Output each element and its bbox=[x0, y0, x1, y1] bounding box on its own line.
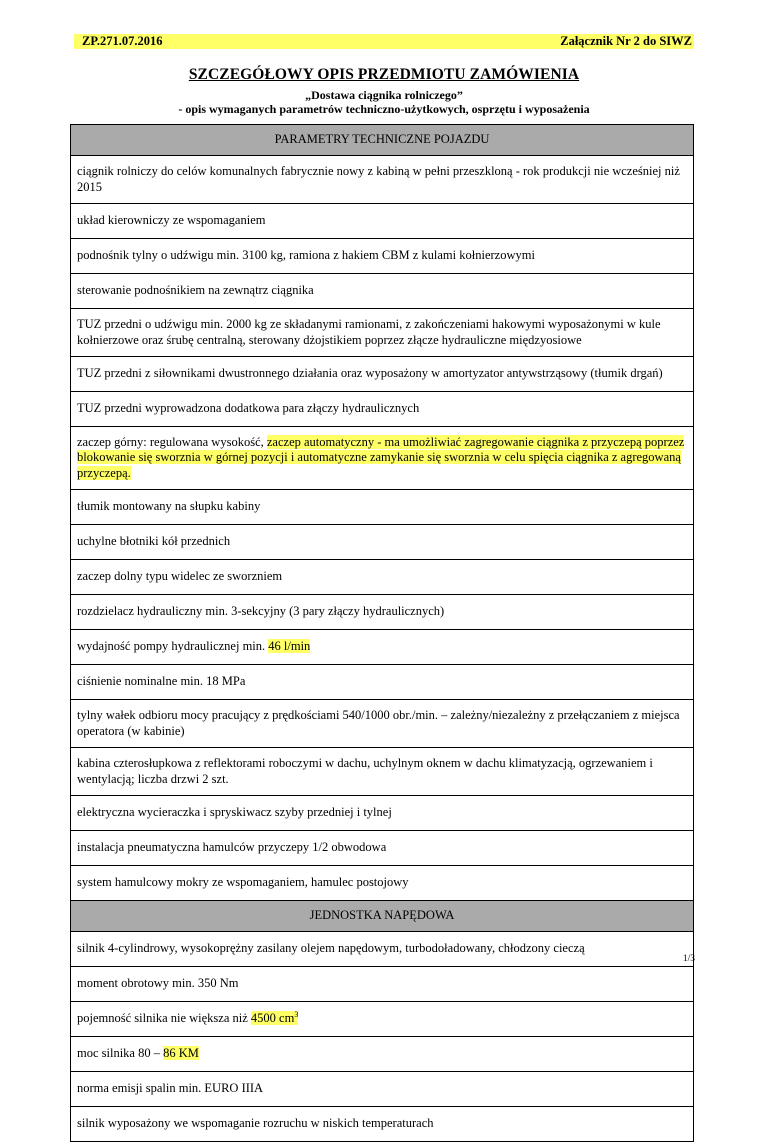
page-title: SZCZEGÓŁOWY OPIS PRZEDMIOTU ZAMÓWIENIA bbox=[188, 66, 580, 83]
highlighted-text: zaczep automatyczny - ma umożliwiać zagregowanie ciągnika z przyczepą poprzez blokowanie się sworznia w górnej pozycji i automatyczne zamykanie się sworznia w celu spięcia ciągnika z agregowaną przyczepą. bbox=[77, 434, 685, 480]
spec-cell bbox=[71, 1037, 694, 1072]
spec-cell bbox=[71, 427, 694, 490]
table-row bbox=[71, 796, 694, 831]
table-row bbox=[71, 630, 694, 665]
spec-text: zaczep górny: regulowana wysokość, bbox=[77, 434, 267, 449]
spec-text: pojemność silnika nie większa niż bbox=[77, 1011, 251, 1026]
spec-cell: norma emisji spalin min. EURO IIIA bbox=[71, 1072, 694, 1107]
spec-cell: kabina czterosłupkowa z reflektorami roboczymi w dachu, uchylnym oknem w dachu klimatyzacją, ogrzewaniem i wentylacją; liczba drzwi 2 szt. bbox=[71, 748, 694, 796]
spec-cell: zaczep dolny typu widelec ze sworzniem bbox=[71, 560, 694, 595]
table-row bbox=[71, 1107, 694, 1142]
spec-cell: tłumik montowany na słupku kabiny bbox=[71, 490, 694, 525]
section-header-vehicle-parameters bbox=[71, 125, 694, 156]
table-row bbox=[71, 309, 694, 357]
spec-cell bbox=[71, 1002, 694, 1037]
spec-cell: elektryczna wycieraczka i spryskiwacz szyby przedniej i tylnej bbox=[71, 796, 694, 831]
spec-cell: podnośnik tylny o udźwigu min. 3100 kg, ramiona z hakiem CBM z kulami kołnierzowymi bbox=[71, 239, 694, 274]
spec-cell: silnik 4-cylindrowy, wysokoprężny zasilany olejem napędowym, turbodoładowany, chłodzony cieczą bbox=[71, 932, 694, 967]
table-row bbox=[71, 357, 694, 392]
table-row bbox=[71, 490, 694, 525]
table-row bbox=[71, 525, 694, 560]
table-row bbox=[71, 932, 694, 967]
spec-cell: TUZ przedni o udźwigu min. 2000 kg ze składanymi ramionami, z zakończeniami hakowymi wyposażonymi w kule kołnierzowe oraz śrubę centralną, sterowany dżojstikiem poprzez złącze hydrauliczne międzyosiowe bbox=[71, 309, 694, 357]
spec-cell bbox=[71, 630, 694, 665]
table-row bbox=[71, 748, 694, 796]
capacity-value: 4500 cm bbox=[250, 1011, 295, 1026]
table-row bbox=[71, 427, 694, 490]
header-bar bbox=[74, 34, 694, 49]
spec-text: wydajność pompy hydraulicznej min. bbox=[77, 639, 269, 654]
spec-cell: TUZ przedni wyprowadzona dodatkowa para złączy hydraulicznych bbox=[71, 392, 694, 427]
spec-cell: ciągnik rolniczy do celów komunalnych fabrycznie nowy z kabiną w pełni przeszkloną - rok produkcji nie wcześniej niż 2015 bbox=[71, 156, 694, 204]
spec-cell: TUZ przedni z siłownikami dwustronnego działania oraz wyposażony w amortyzator antywstrząsowy (tłumik drgań) bbox=[71, 357, 694, 392]
highlighted-text: 46 l/min bbox=[268, 639, 311, 654]
highlighted-text bbox=[251, 1011, 298, 1025]
table-row bbox=[71, 1037, 694, 1072]
table-row bbox=[71, 967, 694, 1002]
table-row bbox=[71, 1002, 694, 1037]
table-row bbox=[71, 866, 694, 901]
spec-cell: rozdzielacz hydrauliczny min. 3-sekcyjny (3 pary złączy hydraulicznych) bbox=[71, 595, 694, 630]
table-row bbox=[71, 1072, 694, 1107]
section-heading: JEDNOSTKA NAPĘDOWA bbox=[71, 901, 694, 932]
table-row bbox=[71, 665, 694, 700]
superscript: 3 bbox=[294, 1010, 299, 1020]
highlighted-text: 86 KM bbox=[163, 1046, 199, 1061]
spec-cell: tylny wałek odbioru mocy pracujący z prędkościami 540/1000 obr./min. – zależny/niezależny z przełączaniem z miejsca operatora (w kabinie) bbox=[71, 700, 694, 748]
spec-cell: silnik wyposażony we wspomaganie rozruchu w niskich temperaturach bbox=[71, 1107, 694, 1142]
spec-cell: instalacja pneumatyczna hamulców przyczepy 1/2 obwodowa bbox=[71, 831, 694, 866]
table-row bbox=[71, 156, 694, 204]
table-row bbox=[71, 560, 694, 595]
spec-cell: ciśnienie nominalne min. 18 MPa bbox=[71, 665, 694, 700]
spec-cell: system hamulcowy mokry ze wspomaganiem, hamulec postojowy bbox=[71, 866, 694, 901]
spec-cell: układ kierowniczy ze wspomaganiem bbox=[71, 204, 694, 239]
document-reference: ZP.271.07.2016 bbox=[82, 34, 163, 48]
table-row bbox=[71, 239, 694, 274]
page-subtitle-description: - opis wymaganych parametrów techniczno-użytkowych, osprzętu i wyposażenia bbox=[178, 102, 590, 116]
spec-cell: moment obrotowy min. 350 Nm bbox=[71, 967, 694, 1002]
page-number: 1/3 bbox=[682, 954, 695, 964]
table-row bbox=[71, 392, 694, 427]
table-row bbox=[71, 204, 694, 239]
spec-cell: uchylne błotniki kół przednich bbox=[71, 525, 694, 560]
section-header-power-unit bbox=[71, 901, 694, 932]
specification-table bbox=[70, 124, 694, 1142]
table-row bbox=[71, 595, 694, 630]
table-row bbox=[71, 831, 694, 866]
table-row bbox=[71, 700, 694, 748]
section-heading: PARAMETRY TECHNICZNE POJAZDU bbox=[71, 125, 694, 156]
spec-text: moc silnika 80 – bbox=[77, 1046, 164, 1061]
attachment-label: Załącznik Nr 2 do SIWZ bbox=[560, 34, 692, 48]
page-subtitle: „Dostawa ciągnika rolniczego” bbox=[305, 88, 463, 102]
table-row bbox=[71, 274, 694, 309]
spec-cell: sterowanie podnośnikiem na zewnątrz ciągnika bbox=[71, 274, 694, 309]
